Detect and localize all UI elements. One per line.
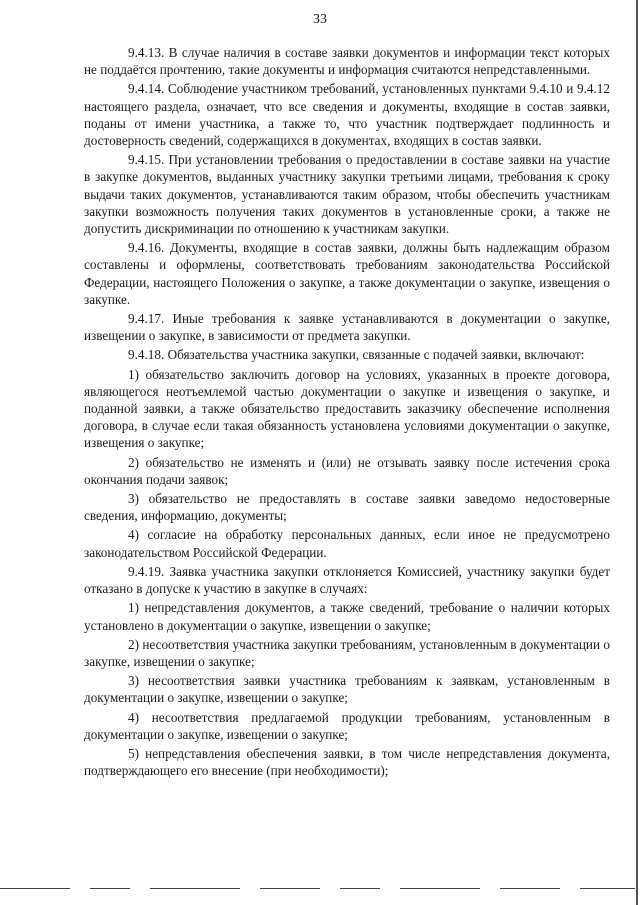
list-item: 3) несоответствия заявки участника требованиям к заявкам, установленным в документации о закупке, извещении о закупке;	[84, 673, 610, 706]
list-item: 2) несоответствия участника закупки требованиям, установленным в документации о закупке, извещении о закупке;	[84, 636, 610, 669]
paragraph-9-4-18: 9.4.18. Обязательства участника закупки, связанные с подачей заявки, включают:	[128, 347, 585, 363]
list-item: 1) обязательство заключить договор на условиях, указанных в проекте договора, являющегося неотъемлемой частью документации о закупке и извещения о закупке, и поданной заявки, а также обязательство предоставить заказчику обеспечение исполнения договора, в случае если такая обязанность установлена условиями документации о закупке, извещения о закупке;	[84, 366, 610, 451]
paragraph-9-4-13: 9.4.13. В случае наличия в составе заявки документов и информации текст которых не поддаётся прочтению, такие документы и информация считаются непредставленными.	[84, 45, 610, 78]
list-item: 3) обязательство не предоставлять в составе заявки заведомо недостоверные сведения, информацию, документы;	[84, 491, 610, 524]
scan-edge-line	[636, 0, 638, 905]
paragraph-9-4-14: 9.4.14. Соблюдение участником требований, установленных пунктами 9.4.10 и 9.4.12 настоящего раздела, означает, что все сведения и документы, входящие в состав заявки, поданы от имени участника, а также то, что участник подтверждает подлинность и достоверность сведений, содержащихся в документах, входящих в состав заявки.	[84, 81, 610, 149]
document-body	[84, 44, 610, 781]
page-number: 33	[313, 12, 327, 27]
scan-footer-lines	[0, 884, 640, 894]
list-item: 5) непредставления обеспечения заявки, в том числе непредставления документа, подтверждающего его внесение (при необходимости);	[84, 745, 610, 779]
list-item: 4) согласие на обработку персональных данных, если иное не предусмотрено законодательством Российской Федерации.	[84, 527, 610, 560]
paragraph-9-4-15: 9.4.15. При установлении требования о предоставлении в составе заявки на участие в закупке документов, выданных участнику закупки третьими лицами, требования к сроку выдачи таких документов, устанавливаются таким образом, чтобы обеспечить участникам закупки возможность получения таких документов в установленные сроки, а также не допустить дискриминации по отношению к участникам закупки.	[84, 152, 610, 237]
list-item: 4) несоответствия предлагаемой продукции требованиям, установленным в документации о закупке, извещении о закупке;	[84, 709, 610, 742]
list-item: 2) обязательство не изменять и (или) не отзывать заявку после истечения срока окончания подачи заявок;	[84, 454, 610, 487]
list-item: 1) непредставления документов, а также сведений, требование о наличии которых установлено в документации о закупке, извещении о закупке;	[84, 600, 610, 633]
paragraph-9-4-19: 9.4.19. Заявка участника закупки отклоняется Комиссией, участнику закупки будет отказано в допуске к участию в закупке в случаях:	[84, 563, 610, 597]
paragraph-9-4-16: 9.4.16. Документы, входящие в состав заявки, должны быть надлежащим образом составлены и оформлены, соответствовать требованиям законодательства Российской Федерации, настоящего Положения о закупке, а также документации о закупке, извещения о закупке.	[84, 240, 610, 307]
paragraph-9-4-17: 9.4.17. Иные требования к заявке устанавливаются в документации о закупке, извещении о закупке, в зависимости от предмета закупки.	[84, 311, 610, 344]
